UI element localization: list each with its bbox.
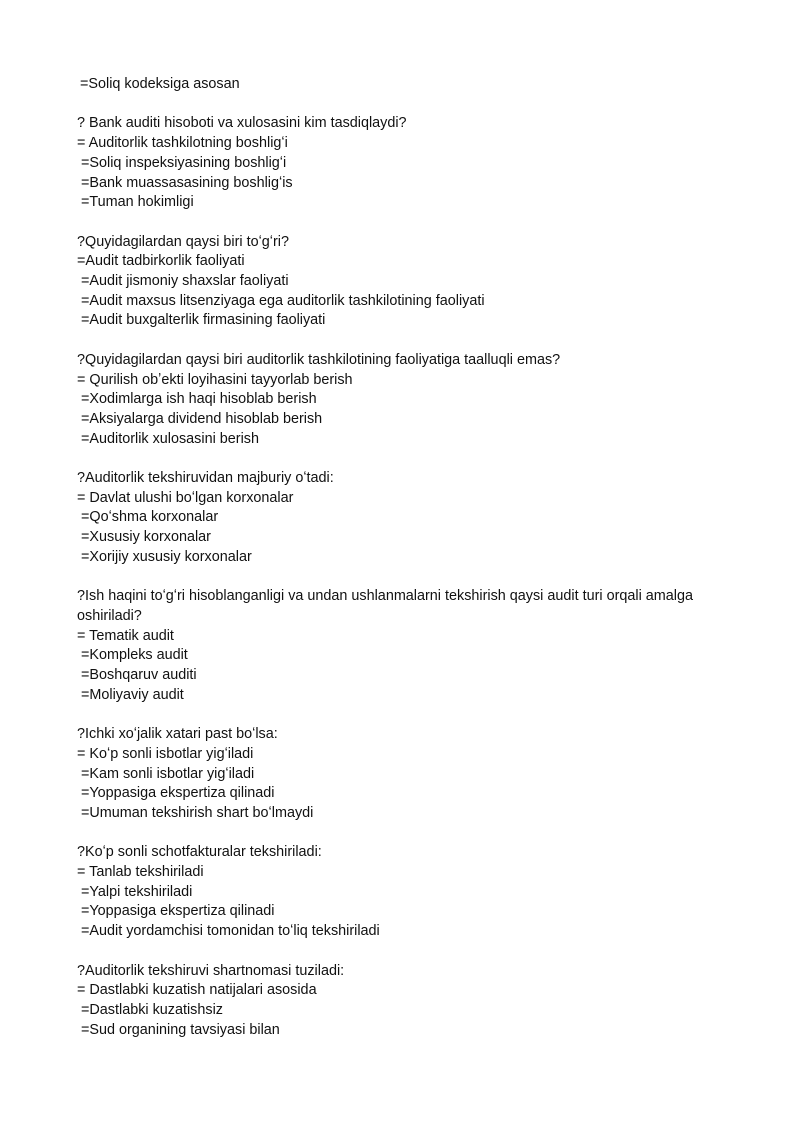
answer-option: =Boshqaruv auditi xyxy=(77,667,197,684)
spacer xyxy=(77,95,727,115)
answer-option: =Yoppasiga ekspertiza qilinadi xyxy=(77,785,275,802)
answer-option: =Audit maxsus litsenziyaga ega auditorlik tashkilotining faoliyati xyxy=(77,292,485,309)
answer-option: =Tuman hokimligi xyxy=(77,194,194,211)
answer-option: =Audit yordamchisi tomonidan toʻliq tekshiriladi xyxy=(77,923,380,940)
question-text: ?Auditorlik tekshiruvidan majburiy oʻtadi: xyxy=(77,470,334,486)
question-text: ?Auditorlik tekshiruvi shartnomasi tuziladi: xyxy=(77,962,345,979)
answer-option: = Davlat ulushi boʻlgan korxonalar xyxy=(77,489,294,506)
answer-option: =Xorijiy xususiy korxonalar xyxy=(77,548,252,565)
answer-option: =Moliyaviy audit xyxy=(77,686,184,703)
question-text: ?Ish haqini toʻgʻri hisoblanganligi va undan ushlanmalarni tekshirish qaysi audit turi orqali amalga oshiriladi? xyxy=(77,588,697,624)
question-block xyxy=(77,962,727,1041)
spacer xyxy=(77,568,727,588)
spacer xyxy=(77,942,727,962)
answer-option: = Tematik audit xyxy=(77,627,174,644)
answer-option: =Audit jismoniy shaxslar faoliyati xyxy=(77,273,289,289)
spacer xyxy=(77,824,727,844)
answer-option: =Xodimlarga ish haqi hisoblab berish xyxy=(77,391,317,408)
answer-option: =Qoʻshma korxonalar xyxy=(77,509,219,526)
answer-option: =Aksiyalarga dividend hisoblab berish xyxy=(77,410,323,427)
question-text: ?Quyidagilardan qaysi biri auditorlik tashkilotining faoliyatiga taalluqli emas? xyxy=(77,351,561,368)
answer-option: =Audit buxgalterlik firmasining faoliyati xyxy=(77,312,326,329)
spacer xyxy=(77,449,727,469)
answer-option: = Koʻp sonli isbotlar yigʻiladi xyxy=(77,745,254,762)
answer-option: =Sud organining tavsiyasi bilan xyxy=(77,1021,280,1038)
answer-option: = Dastlabki kuzatish natijalari asosida xyxy=(77,982,317,999)
question-text: ?Koʻp sonli schotfakturalar tekshiriladi: xyxy=(77,844,322,861)
question-block xyxy=(77,469,727,568)
answer-option: =Auditorlik xulosasini berish xyxy=(77,430,259,447)
answer-option: = Auditorlik tashkilotning boshligʻi xyxy=(77,135,288,152)
spacer xyxy=(77,705,727,725)
answer-option: =Umuman tekshirish shart boʻlmaydi xyxy=(77,804,314,821)
question-block xyxy=(77,587,727,705)
answer-option: =Yalpi tekshiriladi xyxy=(77,883,193,900)
answer-option: =Xususiy korxonalar xyxy=(77,529,211,546)
question-text: ? Bank auditi hisoboti va xulosasini kim tasdiqlaydi? xyxy=(77,115,407,132)
question-block xyxy=(77,233,727,332)
intro-answer-line: =Soliq kodeksiga asosan xyxy=(80,76,240,92)
question-block xyxy=(77,351,727,450)
question-block xyxy=(77,843,727,942)
answer-option: =Audit tadbirkorlik faoliyati xyxy=(77,253,245,270)
question-block xyxy=(77,725,727,824)
answer-option: =Kompleks audit xyxy=(77,647,188,664)
answer-option: =Dastlabki kuzatishsiz xyxy=(77,1001,223,1018)
answer-option: =Yoppasiga ekspertiza qilinadi xyxy=(77,903,275,920)
document-content xyxy=(77,75,727,1040)
answer-option: =Bank muassasasining boshligʻis xyxy=(77,174,293,191)
question-block xyxy=(77,114,727,213)
answer-option: =Kam sonli isbotlar yigʻiladi xyxy=(77,765,255,782)
spacer xyxy=(77,213,727,233)
answer-option: = Qurilish obʼekti loyihasini tayyorlab berish xyxy=(77,371,353,388)
answer-option: = Tanlab tekshiriladi xyxy=(77,864,204,881)
question-text: ?Ichki xoʻjalik xatari past boʻlsa: xyxy=(77,726,278,743)
answer-option: =Soliq inspeksiyasining boshligʻi xyxy=(77,154,287,171)
spacer xyxy=(77,331,727,351)
question-text: ?Quyidagilardan qaysi biri toʻgʻri? xyxy=(77,233,289,250)
